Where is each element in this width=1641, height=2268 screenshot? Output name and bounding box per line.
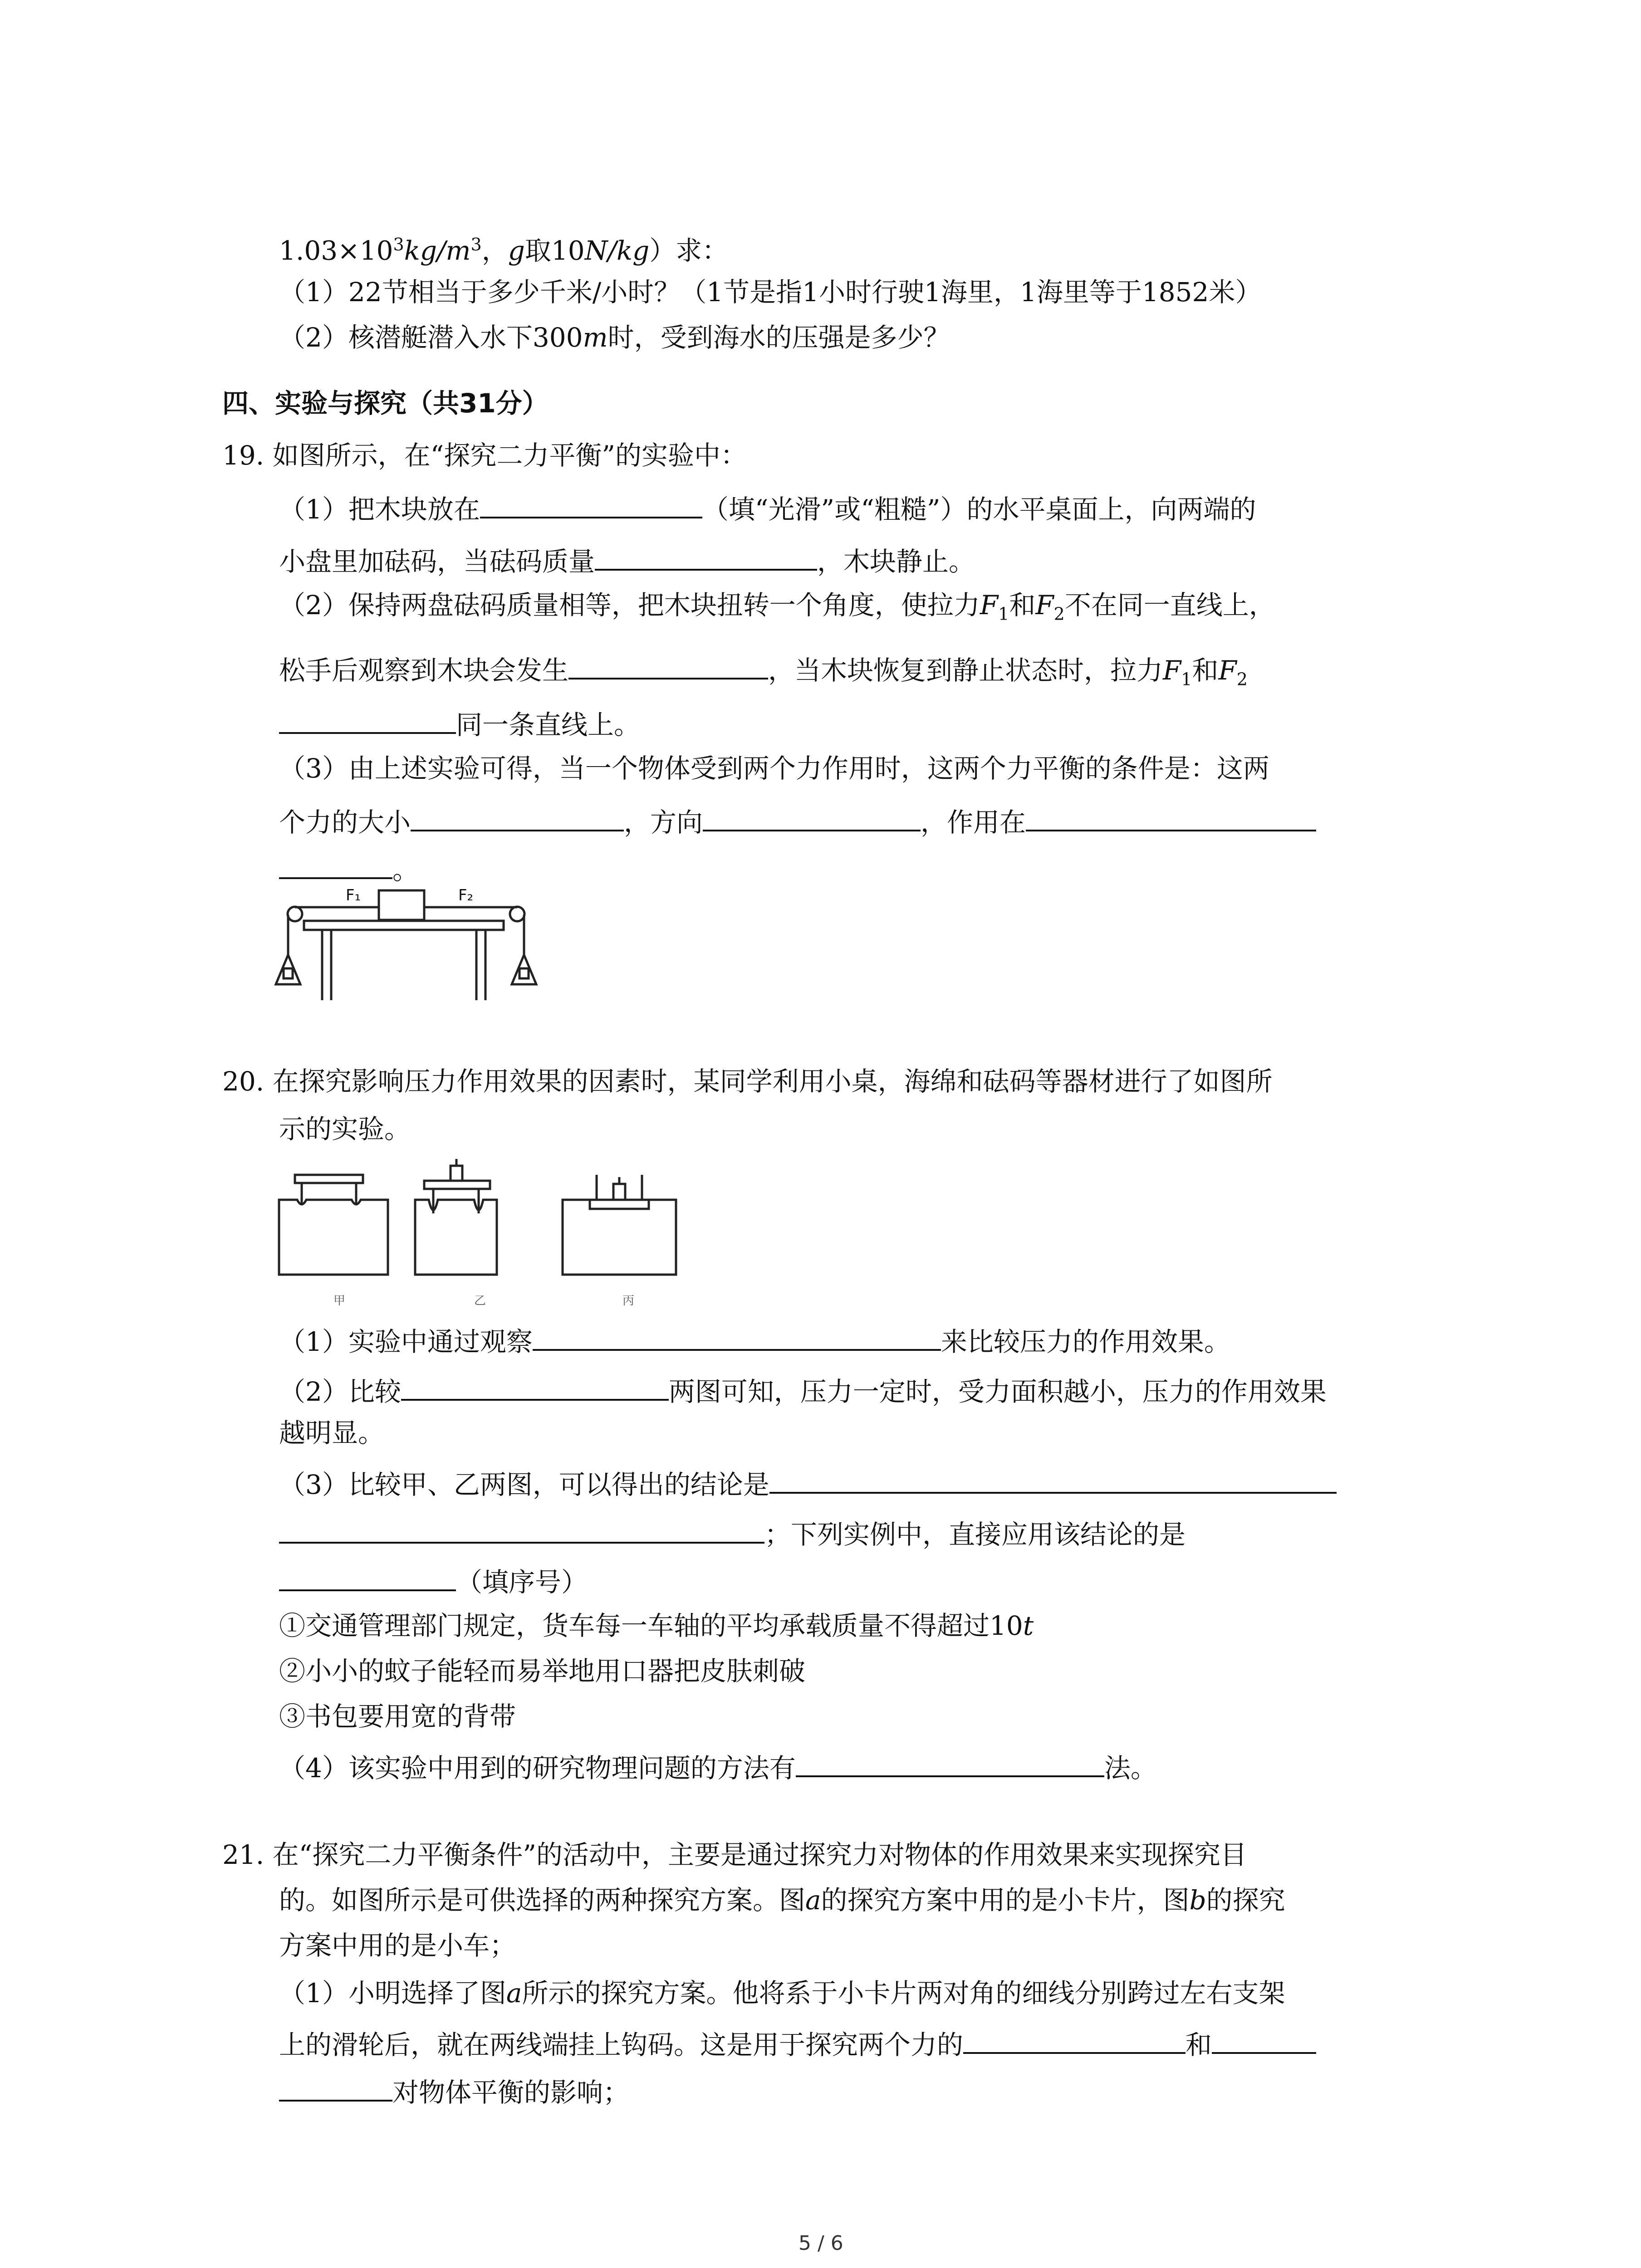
- weight-left: [284, 968, 293, 978]
- answer-blank[interactable]: [769, 1467, 1337, 1494]
- force-label-f2: F₂: [458, 886, 474, 904]
- q21-part1-line3: 对物体平衡的影响；: [279, 2075, 629, 2106]
- tabletop: [304, 921, 504, 930]
- sponge-bing: [563, 1200, 676, 1275]
- fig-label-bing: 丙: [622, 1294, 635, 1308]
- q18-density-line: $1.03\times 10^3kg/m^3$，g取10N/kg）求：: [279, 235, 729, 266]
- weight-right: [519, 968, 529, 978]
- q21-part1-line1: （1）小明选择了图a所示的探究方案。他将系于小卡片两对角的细线分别跨过左右支架: [279, 1978, 1285, 2009]
- force-label-f1: F₁: [346, 886, 361, 904]
- answer-blank[interactable]: [1212, 2028, 1316, 2054]
- q18-part2: （2）核潜艇潜入水下300m时，受到海水的压强是多少？: [279, 322, 950, 353]
- q20-stem-line1: 20. 在探究影响压力作用效果的因素时，某同学利用小桌，海绵和砝码等器材进行了如图所: [222, 1066, 1273, 1097]
- q19-part3-line3: 。: [279, 853, 419, 883]
- q21-stem-line3: 方案中用的是小车；: [279, 1930, 516, 1961]
- section-heading: 四、实验与探究（共31分）: [222, 388, 549, 419]
- q20-part3-line2: ；下列实例中，直接应用该结论的是: [279, 1517, 1185, 1548]
- q19-part3-line2: 个力的大小 ，方向 ，作用在: [279, 805, 1316, 836]
- q19-part1-line1: （1）把木块放在 （填“光滑”或“粗糙”）的水平桌面上，向两端的: [279, 492, 1256, 523]
- answer-blank[interactable]: [279, 2075, 392, 2102]
- fig-label-jia: 甲: [333, 1294, 346, 1308]
- pulley-left: [288, 907, 302, 921]
- q19-part2-line3: 同一条直线上。: [279, 708, 640, 738]
- answer-blank[interactable]: [279, 853, 392, 879]
- answer-blank[interactable]: [703, 805, 921, 831]
- q19-part2-line1: （2）保持两盘砝码质量相等，把木块扭转一个角度，使拉力$F_1$和$F_2$不在同一直线上，: [279, 590, 1275, 624]
- answer-blank[interactable]: [1026, 805, 1316, 831]
- q19-part3-line1: （3）由上述实验可得，当一个物体受到两个力作用时，这两个力平衡的条件是：这两: [279, 753, 1269, 784]
- answer-blank[interactable]: [401, 1374, 669, 1401]
- answer-blank[interactable]: [411, 805, 624, 831]
- answer-blank[interactable]: [533, 1325, 941, 1351]
- q18-part1: （1）22节相当于多少千米/小时？（1节是指1小时行驶1海里，1海里等于1852米）: [279, 277, 1262, 308]
- q20-part3-line1: （3）比较甲、乙两图，可以得出的结论是: [279, 1467, 1337, 1498]
- q19-figure: [272, 887, 554, 1005]
- q20-option1: ①交通管理部门规定，货车每一车轴的平均承载质量不得超过10t: [279, 1610, 1034, 1641]
- q20-part3-line3: （填序号）: [279, 1565, 588, 1595]
- q20-stem-line2: 示的实验。: [279, 1114, 411, 1144]
- answer-blank[interactable]: [595, 544, 817, 571]
- answer-blank[interactable]: [480, 492, 702, 518]
- q21-part1-line2: 上的滑轮后，就在两线端挂上钩码。这是用于探究两个力的 和: [279, 2028, 1316, 2058]
- q21-stem-line2: 的。如图所示是可供选择的两种探究方案。图a的探究方案中用的是小卡片，图b的探究: [279, 1885, 1285, 1916]
- weight-bing: [613, 1184, 625, 1200]
- sponge-jia: [279, 1200, 388, 1275]
- q20-part2-line1: （2）比较 两图可知，压力一定时，受力面积越小，压力的作用效果: [279, 1374, 1327, 1405]
- answer-blank[interactable]: [963, 2028, 1185, 2054]
- q20-part1: （1）实验中通过观察 来比较压力的作用效果。: [279, 1325, 1230, 1355]
- fig-label-yi: 乙: [474, 1294, 486, 1308]
- answer-blank[interactable]: [279, 1517, 764, 1544]
- table-top-jia: [295, 1175, 363, 1183]
- table-top-bing: [590, 1200, 649, 1209]
- answer-blank[interactable]: [568, 653, 768, 679]
- wooden-block: [379, 890, 424, 920]
- answer-blank[interactable]: [279, 708, 456, 734]
- q20-option2: ②小小的蚊子能轻而易举地用口器把皮肤刺破: [279, 1656, 806, 1686]
- table-top-yi: [424, 1181, 490, 1189]
- q20-option3: ③书包要用宽的背带: [279, 1701, 516, 1732]
- page-number: 5 / 6: [798, 2232, 843, 2255]
- q20-part2-line2: 越明显。: [279, 1418, 385, 1448]
- q19-part2-line2: 松手后观察到木块会发生 ，当木块恢复到静止状态时，拉力$F_1$和$F_2$: [279, 653, 1248, 688]
- pulley-right: [510, 907, 524, 921]
- answer-blank[interactable]: [279, 1565, 456, 1591]
- sponge-yi: [415, 1200, 497, 1275]
- q20-part4: （4）该实验中用到的研究物理问题的方法有 法。: [279, 1751, 1157, 1781]
- weight-yi: [451, 1166, 462, 1181]
- q20-figure: [272, 1154, 694, 1290]
- q21-stem-line1: 21. 在“探究二力平衡条件”的活动中，主要是通过探究力对物体的作用效果来实现探究目: [222, 1839, 1247, 1870]
- q19-stem: 19. 如图所示，在“探究二力平衡”的实验中：: [222, 440, 747, 471]
- answer-blank[interactable]: [796, 1751, 1104, 1777]
- q19-part1-line2: 小盘里加砝码，当砝码质量 ，木块静止。: [279, 544, 975, 575]
